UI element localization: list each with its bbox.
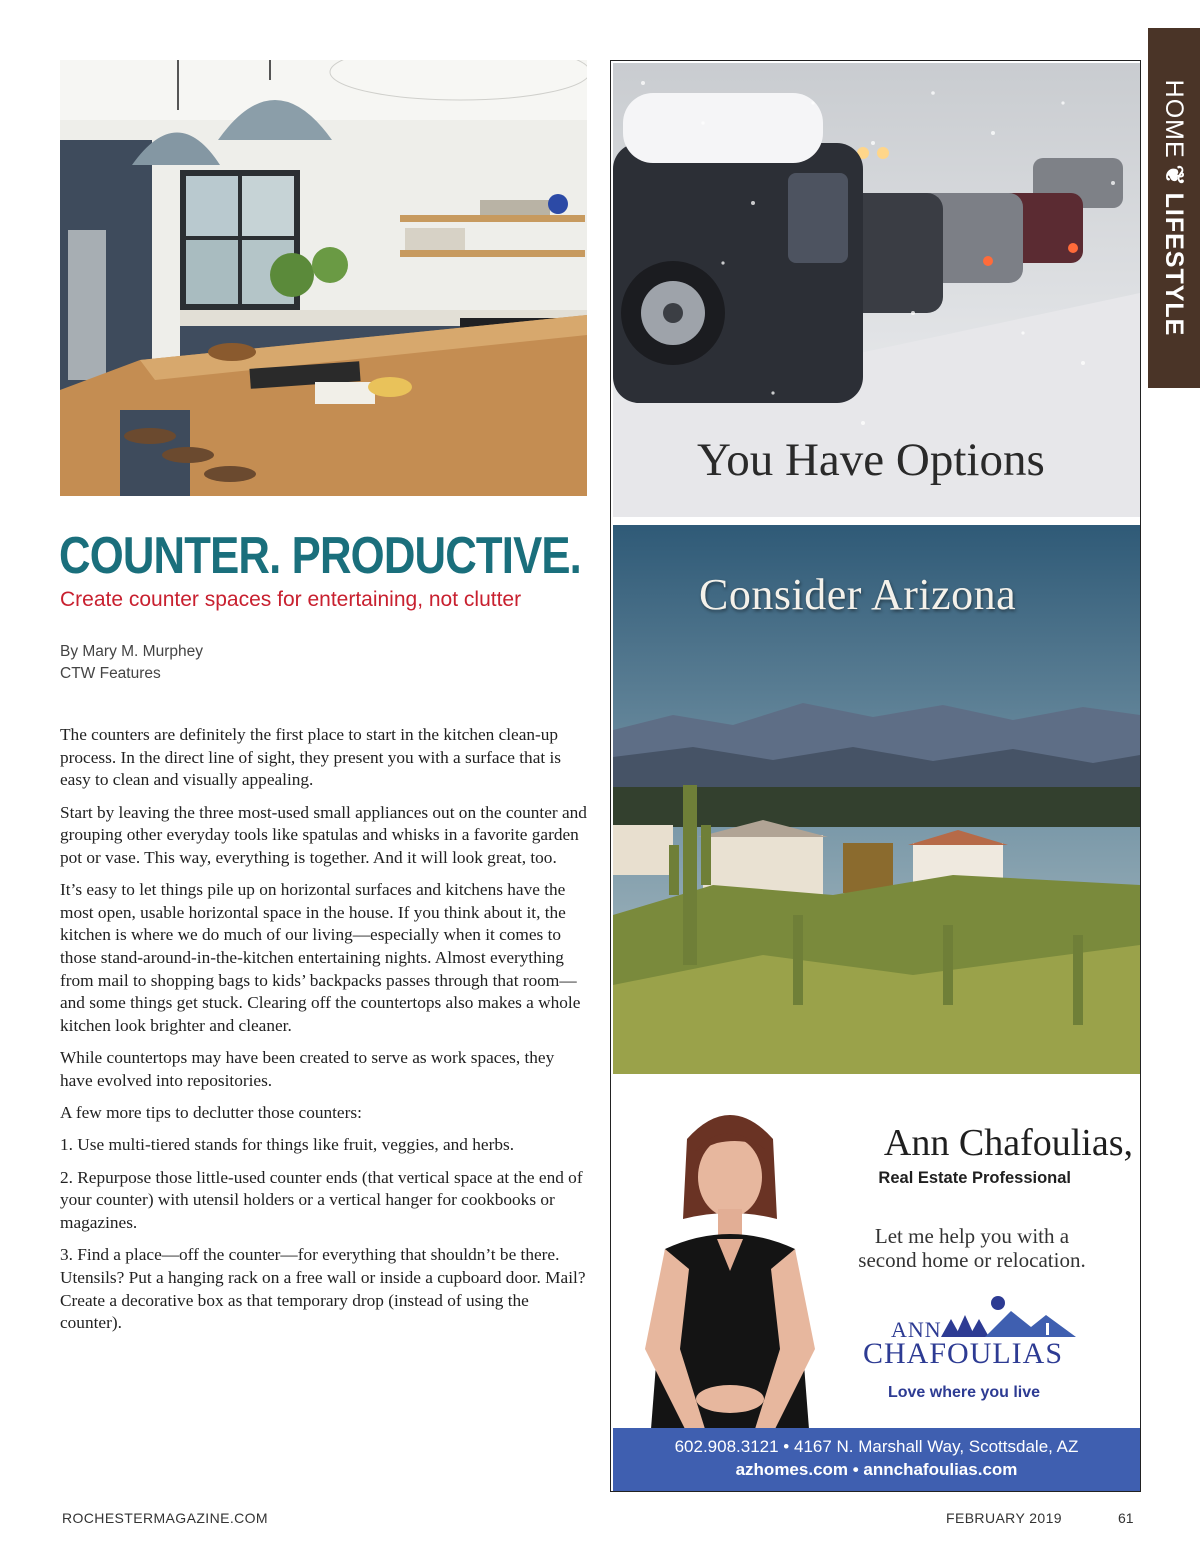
section-tab-lifestyle: LIFESTYLE: [1160, 192, 1188, 337]
logo-text-ann: ANN: [891, 1317, 942, 1342]
logo-text-chafoulias: CHAFOULIAS: [863, 1337, 1064, 1370]
tip-item: 1. Use multi-tiered stands for things like fruit, veggies, and herbs.: [60, 1135, 515, 1155]
article-paragraph: It’s easy to let things pile up on horizontal surfaces and kitchens have the most open, usable horizontal space in the house. If you think about it, the kitchen is where we do much of our living—especially when it comes to those stand-around-in-the-kitchen entertaining nights. Almost everything from mail to shopping bags to kids’ backpacks passes through that room—and some things get stuck. Clearing off the countertops also makes a whole kitchen look brighter and cleaner.: [60, 880, 581, 1035]
footer-issue-date: FEBRUARY 2019: [946, 1510, 1062, 1526]
byline-author: By Mary M. Murphey: [60, 643, 203, 660]
article-paragraph: The counters are definitely the first place to start in the kitchen clean-up process. In the direct line of sight, they present you with a surface that is easy to clean and visually appealing.: [60, 725, 562, 790]
article-subhead: Create counter spaces for entertaining, not clutter: [60, 588, 522, 611]
section-tab-label: [1159, 80, 1189, 337]
real-estate-advertisement: [610, 60, 1141, 1492]
contact-phone-address: 602.908.3121 • 4167 N. Marshall Way, Scottsdale, AZ: [674, 1437, 1079, 1456]
section-tab-home: HOME: [1160, 79, 1188, 159]
agent-pitch-line: second home or relocation.: [858, 1248, 1086, 1272]
agent-pitch: [839, 1224, 1105, 1272]
agent-name: Ann Chafoulias,: [883, 1122, 1133, 1164]
brand-logo: [861, 1293, 1091, 1383]
section-tab: [1148, 28, 1200, 388]
logo-tagline: Love where you live: [887, 1384, 1041, 1401]
kitchen-illustration: [60, 60, 587, 496]
article-body: [60, 724, 590, 1345]
agent-portrait-illustration: [625, 1099, 835, 1429]
contact-bar: [613, 1428, 1140, 1491]
tip-item: 2. Repurpose those little-used counter ends (that vertical space at the end of your counter) with utensil holders or a vertical hanger for cookbooks or magazines.: [60, 1167, 583, 1233]
ad-headline-arizona: Consider Arizona: [699, 570, 1017, 619]
kitchen-photo: [60, 60, 587, 496]
article-paragraph: Start by leaving the three most-used small appliances out on the counter and grouping other everyday tools like spatulas and whisks in a favorite garden pot or vase. This way, everything is together. And it will look great, too.: [60, 802, 587, 867]
page-number: 61: [1118, 1510, 1134, 1526]
article-paragraph: A few more tips to declutter those counters:: [60, 1103, 362, 1123]
byline: [60, 641, 203, 685]
byline-org: CTW Features: [60, 665, 161, 682]
ad-divider: [611, 517, 1141, 525]
agent-portrait: [625, 1099, 835, 1429]
footer-website: ROCHESTERMAGAZINE.COM: [62, 1510, 268, 1526]
agent-title: Real Estate Professional: [878, 1169, 1071, 1187]
agent-pitch-line: Let me help you with a: [874, 1224, 1070, 1248]
contact-websites: azhomes.com • annchafoulias.com: [735, 1460, 1018, 1479]
article-paragraph: While countertops may have been created to serve as work spaces, they have evolved into repositories.: [60, 1048, 555, 1090]
home-leaf-icon: ❦: [1160, 164, 1188, 187]
ad-headline-options: You Have Options: [697, 434, 1045, 486]
tip-item: 3. Find a place—off the counter—for everything that shouldn’t be there. Utensils? Put a hanging rack on a free wall or inside a cupboard door. Mail? Create a decorative box as that temporary drop (instead of using the counter).: [60, 1245, 586, 1333]
article-headline: COUNTER. PRODUCTIVE.: [59, 527, 581, 585]
